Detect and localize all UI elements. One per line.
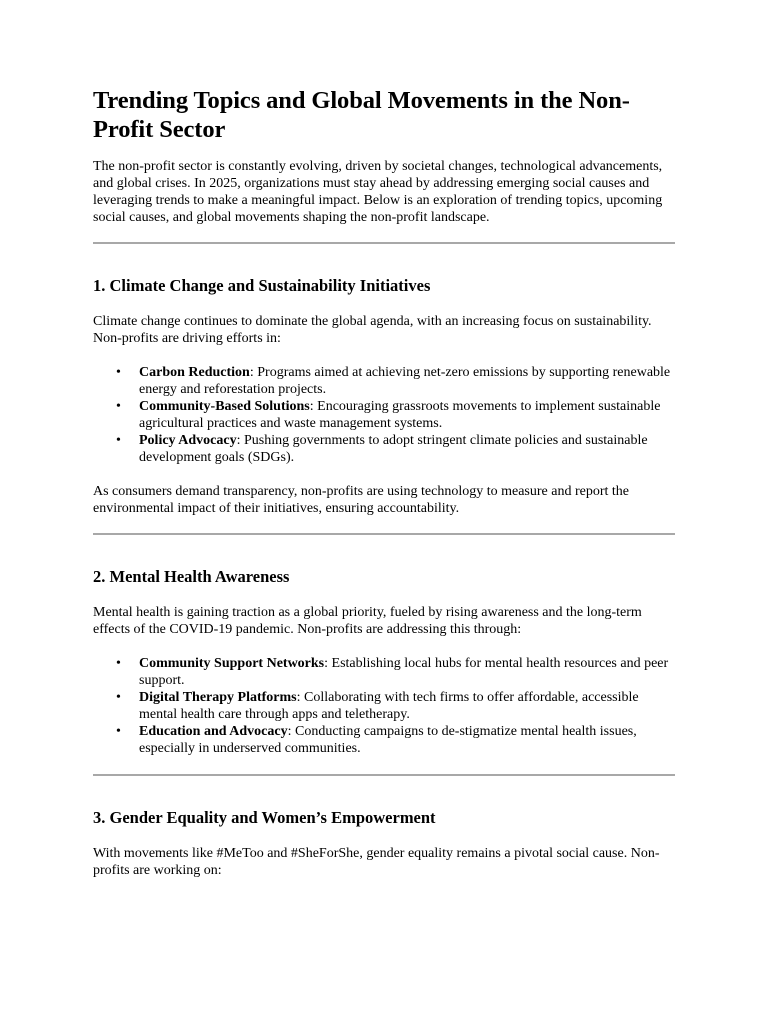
section-divider <box>93 242 675 244</box>
list-item-term: Education and Advocacy <box>139 724 288 739</box>
list-item-term: Digital Therapy Platforms <box>139 690 297 705</box>
section-intro: Mental health is gaining traction as a global priority, fueled by rising awareness and the long-term effects of the COVID-19 pandemic. Non-profits are addressing this through: <box>93 605 642 637</box>
list-item-text: : Pushing governments to adopt stringent climate policies and sustainable development goals (SDGs). <box>139 433 648 465</box>
section-climate-change <box>93 276 675 517</box>
section-divider <box>93 774 675 776</box>
bullet-icon: • <box>116 433 121 448</box>
bullet-icon: • <box>116 399 121 414</box>
list-item <box>93 655 675 689</box>
bullet-icon: • <box>116 656 121 671</box>
list-item <box>93 432 675 466</box>
list-item-text: : Establishing local hubs for mental health resources and peer support. <box>139 656 669 688</box>
bullet-list <box>93 364 675 466</box>
list-item-text: : Encouraging grassroots movements to implement sustainable agricultural practices and waste management systems. <box>139 399 661 431</box>
list-item <box>93 723 675 757</box>
section-intro: Climate change continues to dominate the global agenda, with an increasing focus on sustainability. Non-profits are driving efforts in: <box>93 314 652 346</box>
list-item <box>93 689 675 723</box>
list-item-text: : Collaborating with tech firms to offer affordable, accessible mental health care through apps and teletherapy. <box>139 690 639 722</box>
bullet-icon: • <box>116 365 121 380</box>
section-outro: As consumers demand transparency, non-profits are using technology to measure and report the environmental impact of their initiatives, ensuring accountability. <box>93 484 629 516</box>
list-item <box>93 364 675 398</box>
list-item-text: : Conducting campaigns to de-stigmatize mental health issues, especially in underserved communities. <box>139 724 637 756</box>
page-title: Trending Topics and Global Movements in the Non-Profit Sector <box>93 87 630 143</box>
list-item-term: Carbon Reduction <box>139 365 250 380</box>
section-heading: 3. Gender Equality and Women’s Empowerment <box>93 808 436 827</box>
list-item <box>93 398 675 432</box>
list-item-text: : Programs aimed at achieving net-zero emissions by supporting renewable energy and reforestation projects. <box>139 365 671 397</box>
section-heading: 1. Climate Change and Sustainability Initiatives <box>93 276 431 295</box>
section-gender-equality <box>93 808 675 879</box>
list-item-term: Community Support Networks <box>139 656 325 671</box>
bullet-icon: • <box>116 690 121 705</box>
section-intro: With movements like #MeToo and #SheForShe, gender equality remains a pivotal social cause. Non-profits are working on: <box>93 846 660 878</box>
section-divider <box>93 533 675 535</box>
bullet-icon: • <box>116 724 121 739</box>
section-mental-health <box>93 567 675 757</box>
list-item-term: Policy Advocacy <box>139 433 237 448</box>
section-heading: 2. Mental Health Awareness <box>93 567 290 586</box>
bullet-list <box>93 655 675 757</box>
intro-paragraph: The non-profit sector is constantly evolving, driven by societal changes, technological advancements, and global crises. In 2025, organizations must stay ahead by addressing emerging social causes and leveraging trends to make a meaningful impact. Below is an exploration of trending topics, upcoming social causes, and global movements shaping the non-profit landscape. <box>93 159 663 225</box>
list-item-term: Community-Based Solutions <box>139 399 310 414</box>
